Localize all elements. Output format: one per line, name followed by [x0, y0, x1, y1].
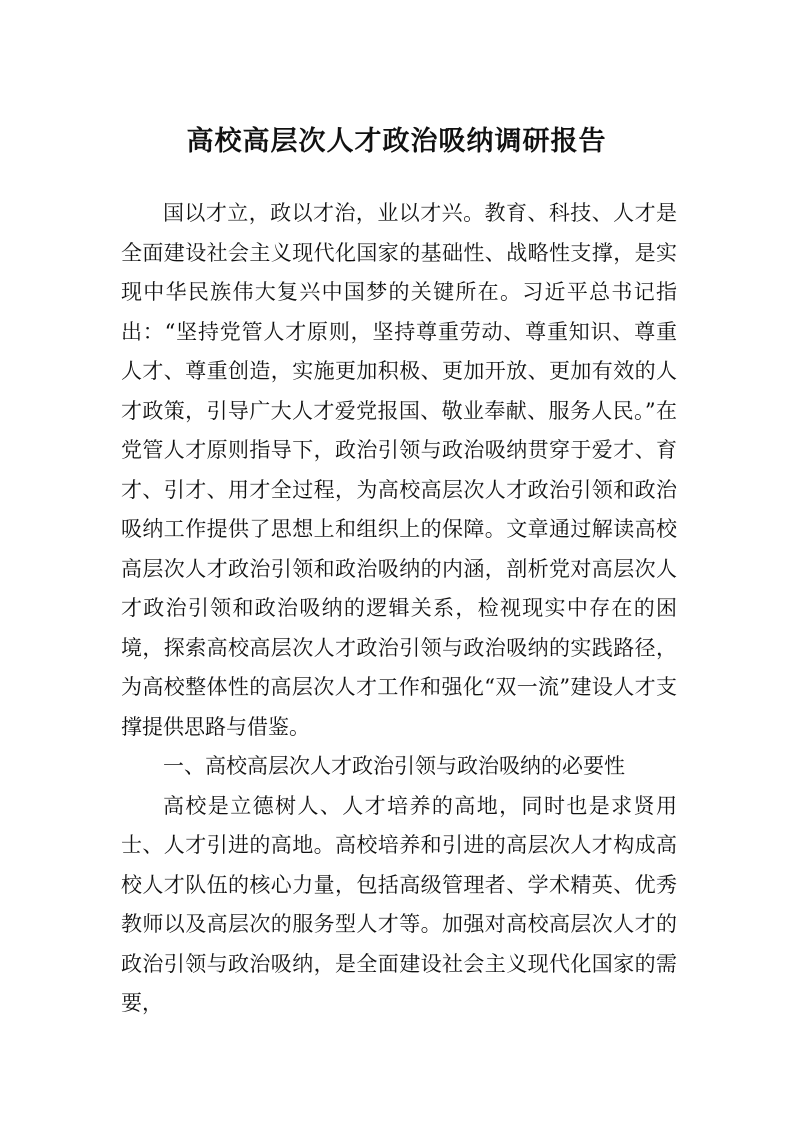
- intro-paragraph: 国以才立，政以才治，业以才兴。教育、科技、人才是全面建设社会主义现代化国家的基础性、战略性支撑，是实现中华民族伟大复兴中国梦的关键所在。习近平总书记指出：“坚持党管人才原则，坚持尊重劳动、尊重知识、尊重人才、尊重创造，实施更加积极、更加开放、更加有效的人才政策，引导广大人才爱党报国、敬业奉献、服务人民。”在党管人才原则指导下，政治引领与政治吸纳贯穿于爱才、育才、引才、用才全过程，为高校高层次人才政治引领和政治吸纳工作提供了思想上和组织上的保障。文章通过解读高校高层次人才政治引领和政治吸纳的内涵，剖析党对高层次人才政治引领和政治吸纳的逻辑关系，检视现实中存在的困境，探索高校高层次人才政治引领与政治吸纳的实践路径，为高校整体性的高层次人才工作和强化“双一流”建设人才支撑提供思路与借鉴。: [121, 201, 677, 739]
- document-title: 高校高层次人才政治吸纳调研报告: [186, 126, 607, 157]
- section-heading: 一、高校高层次人才政治引领与政治吸纳的必要性: [163, 754, 625, 778]
- section-paragraph: 高校是立德树人、人才培养的高地，同时也是求贤用士、人才引进的高地。高校培养和引进的高层次人才构成高校人才队伍的核心力量，包括高级管理者、学术精英、优秀教师以及高层次的服务型人才等。加强对高校高层次人才的政治引领与政治吸纳，是全面建设社会主义现代化国家的需要，: [121, 793, 677, 1015]
- document-body: [121, 194, 677, 1024]
